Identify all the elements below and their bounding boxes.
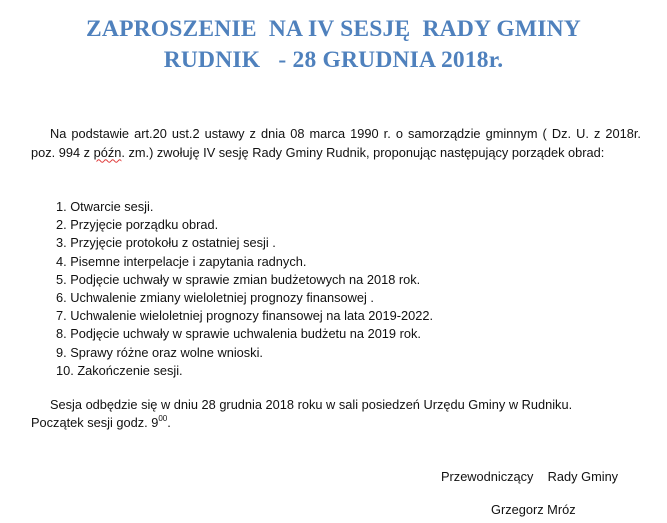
intro-text-start: Na podstawie art.20 ust.2 ustawy z dnia 08 marca 1990 r. o samorządzie gminnym ( Dz. U. z 2018r. poz. 994 z xyxy=(31,126,641,160)
session-date-line xyxy=(31,396,641,414)
intro-text-end: . zm.) zwołuję IV sesję Rady Gminy Rudnik, proponując następujący porządek obrad: xyxy=(121,144,605,160)
signature-role: Przewodniczący Rady Gminy xyxy=(441,469,619,484)
intro-paragraph xyxy=(31,125,641,162)
agenda-item: 1. Otwarcie sesji. xyxy=(56,199,154,214)
signature-name: Grzegorz Mróz xyxy=(491,502,576,517)
agenda-item: 8. Podjęcie uchwały w sprawie uchwalenia budżetu na 2019 rok. xyxy=(56,326,421,342)
session-start-minutes: 00 xyxy=(158,414,168,424)
agenda-item: 7. Uchwalenie wieloletniej prognozy finansowej na lata 2019-2022. xyxy=(56,308,434,324)
agenda-item: 4. Pisemne interpelacje i zapytania radnych. xyxy=(56,253,307,269)
spellcheck-flagged-word[interactable]: późn xyxy=(93,144,122,160)
agenda-item: 3. Przyjęcie protokołu z ostatniej sesji . xyxy=(56,235,276,251)
session-start-suffix: . xyxy=(167,415,171,431)
agenda-item: 6. Uchwalenie zmiany wieloletniej prognozy finansowej . xyxy=(56,290,374,306)
session-info xyxy=(31,396,641,432)
agenda-item: 10. Zakończenie sesji. xyxy=(56,362,183,378)
agenda-item: 2. Przyjęcie porządku obrad. xyxy=(56,217,219,233)
agenda-list xyxy=(56,198,433,380)
document-title-line-2: RUDNIK - 28 GRUDNIA 2018r. xyxy=(163,47,504,73)
agenda-item: 9. Sprawy różne oraz wolne wnioski. xyxy=(56,344,263,360)
session-date-text: Sesja odbędzie się w dniu 28 grudnia 2018 roku w sali posiedzeń Urzędu Gminy w Rudniku. xyxy=(50,397,573,412)
document-title-line-1: ZAPROSZENIE NA IV SESJĘ RADY GMINY xyxy=(86,16,581,42)
agenda-item: 5. Podjęcie uchwały w sprawie zmian budżetowych na 2018 rok. xyxy=(56,271,421,287)
session-start-text: Początek sesji godz. 9 xyxy=(31,415,159,431)
session-start-line xyxy=(31,414,641,432)
